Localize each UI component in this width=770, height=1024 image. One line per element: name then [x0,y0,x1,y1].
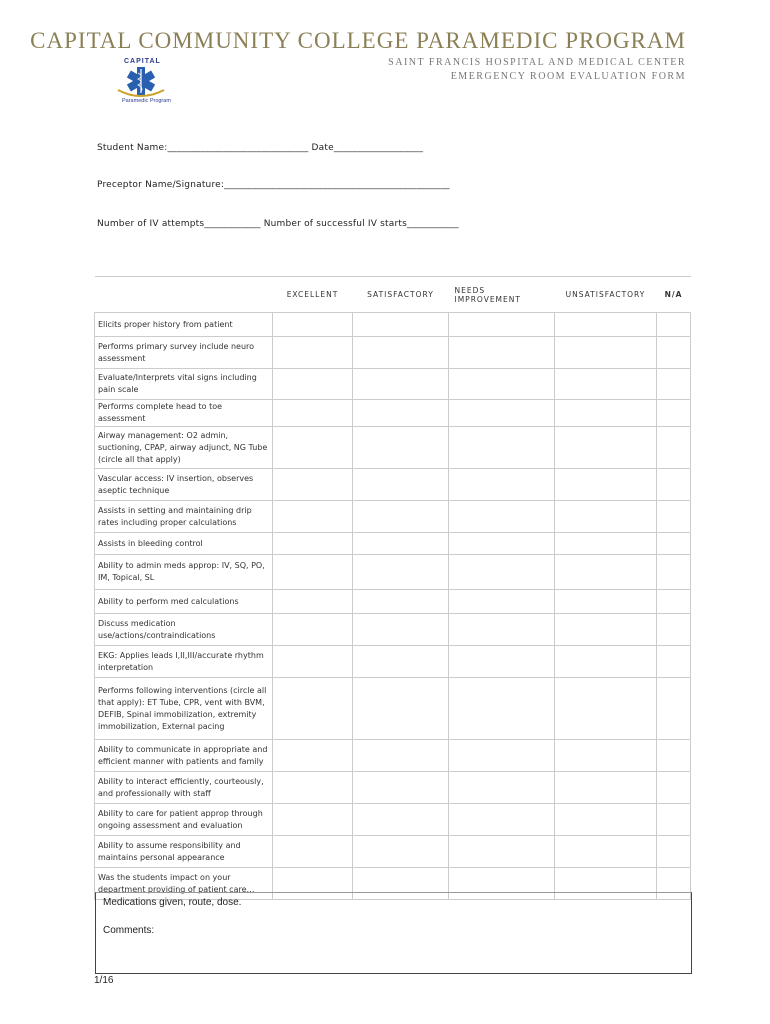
rating-cell[interactable] [449,772,555,804]
table-row [95,804,691,836]
rating-cell[interactable] [555,555,657,590]
logo-text-top: CAPITAL [124,58,161,65]
rating-cell[interactable] [449,369,555,400]
criterion-label: Vascular access: IV insertion, observes aseptic technique [95,469,273,501]
rating-cell[interactable] [353,678,449,740]
rating-cell[interactable] [657,369,691,400]
rating-cell[interactable] [657,427,691,469]
table-row [95,590,691,614]
rating-cell[interactable] [449,614,555,646]
rating-cell[interactable] [353,614,449,646]
rating-cell[interactable] [449,400,555,427]
criterion-label: Airway management: O2 admin, suctioning, CPAP, airway adjunct, NG Tube (circle all that apply) [95,427,273,469]
rating-cell[interactable] [449,469,555,501]
rating-cell[interactable] [273,836,353,868]
logo-text-bottom: Paramedic Program [122,98,171,104]
rating-cell[interactable] [273,469,353,501]
page-title: CAPITAL COMMUNITY COLLEGE PARAMEDIC PROGRAM [30,28,686,53]
rating-cell[interactable] [273,400,353,427]
rating-cell[interactable] [449,740,555,772]
rating-cell[interactable] [273,614,353,646]
rating-cell[interactable] [449,678,555,740]
rating-cell[interactable] [353,590,449,614]
rating-cell[interactable] [555,772,657,804]
rating-cell[interactable] [449,337,555,369]
rating-cell[interactable] [353,427,449,469]
rating-cell[interactable] [273,804,353,836]
rating-cell[interactable] [449,533,555,555]
criterion-label: Performs primary survey include neuro assessment [95,337,273,369]
comments-label: Comments: [103,925,155,936]
criterion-label: Ability to assume responsibility and maintains personal appearance [95,836,273,868]
rating-cell[interactable] [273,501,353,533]
rating-cell[interactable] [555,427,657,469]
rating-cell[interactable] [353,337,449,369]
rating-cell[interactable] [273,678,353,740]
rating-cell[interactable] [555,501,657,533]
table-row [95,646,691,678]
rating-cell[interactable] [657,614,691,646]
column-header: N/A [657,277,691,313]
column-header: NEEDS IMPROVEMENT [449,277,555,313]
rating-cell[interactable] [449,501,555,533]
rating-cell[interactable] [353,400,449,427]
student-name-date-field[interactable]: Student Name:______________________________ Date___________________ [97,143,424,153]
rating-cell[interactable] [555,313,657,337]
table-row [95,400,691,427]
rating-cell[interactable] [657,804,691,836]
rating-cell[interactable] [555,646,657,678]
table-row [95,555,691,590]
rating-cell[interactable] [555,740,657,772]
rating-cell[interactable] [657,740,691,772]
rating-cell[interactable] [353,646,449,678]
column-header: EXCELLENT [273,277,353,313]
rating-cell[interactable] [657,590,691,614]
preceptor-field[interactable]: Preceptor Name/Signature:________________________________________________ [97,180,450,190]
rating-cell[interactable] [555,614,657,646]
rating-cell[interactable] [273,337,353,369]
criterion-label: Elicits proper history from patient [95,313,273,337]
rating-cell[interactable] [555,400,657,427]
rating-cell[interactable] [353,836,449,868]
table-row [95,678,691,740]
rating-cell[interactable] [449,590,555,614]
criterion-label: Performs complete head to toe assessment [95,400,273,427]
rating-cell[interactable] [353,501,449,533]
rating-cell[interactable] [657,313,691,337]
rating-cell[interactable] [273,369,353,400]
table-row [95,614,691,646]
criteria-header [95,277,273,313]
rating-cell[interactable] [657,337,691,369]
rating-cell[interactable] [657,400,691,427]
table-row [95,772,691,804]
rating-cell[interactable] [449,427,555,469]
rating-cell[interactable] [555,337,657,369]
rating-cell[interactable] [449,836,555,868]
table-row [95,313,691,337]
table-row [95,469,691,501]
criterion-label: Ability to perform med calculations [95,590,273,614]
rating-cell[interactable] [449,313,555,337]
rating-cell[interactable] [657,469,691,501]
rating-cell[interactable] [273,313,353,337]
comments-box[interactable] [95,892,692,974]
rating-cell[interactable] [273,646,353,678]
rating-cell[interactable] [353,772,449,804]
rating-cell[interactable] [555,533,657,555]
rating-cell[interactable] [657,646,691,678]
rating-cell[interactable] [555,836,657,868]
rating-cell[interactable] [657,533,691,555]
iv-attempts-field[interactable]: Number of IV attempts____________ Number of successful IV starts___________ [97,219,459,229]
criterion-label: Discuss medication use/actions/contraindications [95,614,273,646]
rating-cell[interactable] [657,836,691,868]
criterion-label: Ability to interact efficiently, courteously, and professionally with staff [95,772,273,804]
rating-cell[interactable] [555,369,657,400]
rating-cell[interactable] [353,740,449,772]
rating-cell[interactable] [449,646,555,678]
subtitle-form: EMERGENCY ROOM EVALUATION FORM [450,71,686,82]
rating-cell[interactable] [555,804,657,836]
rating-cell[interactable] [353,469,449,501]
medications-label: Medications given, route, dose. [103,897,242,908]
criterion-label: Was the students impact on your department providing of patient care… [95,868,273,900]
criterion-label: Evaluate/Interprets vital signs including pain scale [95,369,273,400]
rating-cell[interactable] [449,804,555,836]
criterion-label: Assists in setting and maintaining drip rates including proper calculations [95,501,273,533]
rating-cell[interactable] [555,678,657,740]
rating-cell[interactable] [273,740,353,772]
column-header: SATISFACTORY [353,277,449,313]
rating-cell[interactable] [353,555,449,590]
rating-cell[interactable] [353,533,449,555]
table-row [95,740,691,772]
page-number: 1/16 [94,975,114,986]
rating-cell[interactable] [657,678,691,740]
rating-cell[interactable] [657,772,691,804]
criterion-label: Performs following interventions (circle all that apply): ET Tube, CPR, vent with BVM, DEFIB, Spinal immobilization, extremity immobilization, External pacing [95,678,273,740]
subtitle-hospital: SAINT FRANCIS HOSPITAL AND MEDICAL CENTER [388,57,686,68]
rating-cell[interactable] [555,469,657,501]
rating-cell[interactable] [353,804,449,836]
evaluation-table [94,276,691,900]
criterion-label: Ability to communicate in appropriate and efficient manner with patients and family [95,740,273,772]
table-row [95,337,691,369]
rating-cell[interactable] [353,369,449,400]
table-row [95,533,691,555]
table-header-row [95,277,691,313]
table-row [95,836,691,868]
rating-cell[interactable] [273,772,353,804]
rating-cell[interactable] [657,501,691,533]
rating-cell[interactable] [353,313,449,337]
rating-cell[interactable] [555,590,657,614]
rating-cell[interactable] [657,555,691,590]
criterion-label: Ability to admin meds approp: IV, SQ, PO, IM, Topical, SL [95,555,273,590]
rating-cell[interactable] [449,555,555,590]
table-row [95,501,691,533]
table-row [95,427,691,469]
table-row [95,369,691,400]
criterion-label: Assists in bleeding control [95,533,273,555]
rating-cell[interactable] [273,427,353,469]
column-header: UNSATISFACTORY [555,277,657,313]
criterion-label: EKG: Applies leads I,II,III/accurate rhythm interpretation [95,646,273,678]
rating-cell[interactable] [273,590,353,614]
rating-cell[interactable] [273,555,353,590]
criterion-label: Ability to care for patient approp through ongoing assessment and evaluation [95,804,273,836]
rating-cell[interactable] [273,533,353,555]
